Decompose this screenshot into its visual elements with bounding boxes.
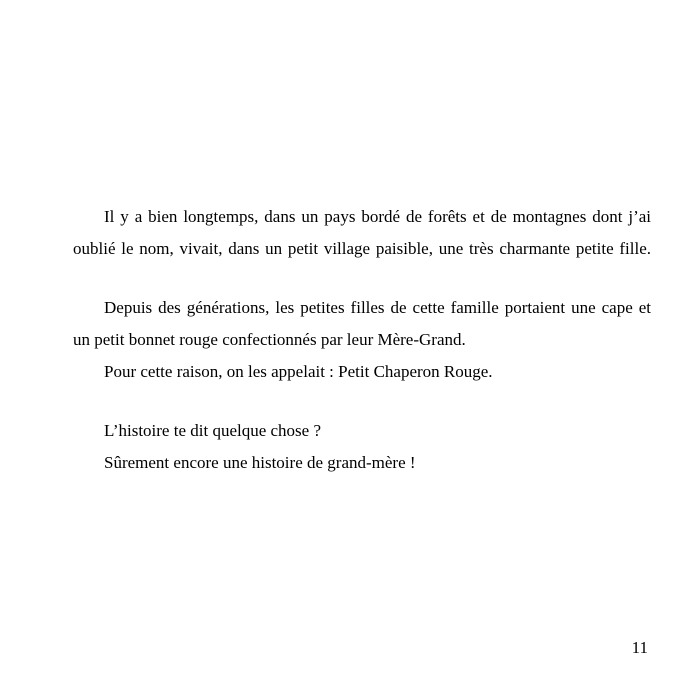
paragraph-line: un petit bonnet rouge confectionnés par leur Mère-Grand.	[73, 330, 466, 349]
paragraph-2	[73, 292, 651, 388]
page-number: 11	[631, 638, 648, 657]
paragraph-line: Depuis des générations, les petites filles de cette famille portaient une cape et	[104, 298, 651, 317]
paragraph-1	[73, 201, 651, 265]
paragraph-line: Pour cette raison, on les appelait : Petit Chaperon Rouge.	[104, 362, 493, 381]
paragraph-line: Sûrement encore une histoire de grand-mère !	[104, 453, 416, 472]
paragraph-spacer	[73, 265, 651, 292]
paragraph-line: Il y a bien longtemps, dans un pays bordé de forêts et de montagnes dont j’ai	[104, 207, 651, 226]
story-text	[73, 201, 651, 479]
paragraph-line: oublié le nom, vivait, dans un petit village paisible, une très charmante petite fille.	[73, 239, 651, 258]
paragraph-line: L’histoire te dit quelque chose ?	[104, 421, 322, 440]
paragraph-3	[73, 415, 651, 479]
paragraph-spacer	[73, 388, 651, 415]
